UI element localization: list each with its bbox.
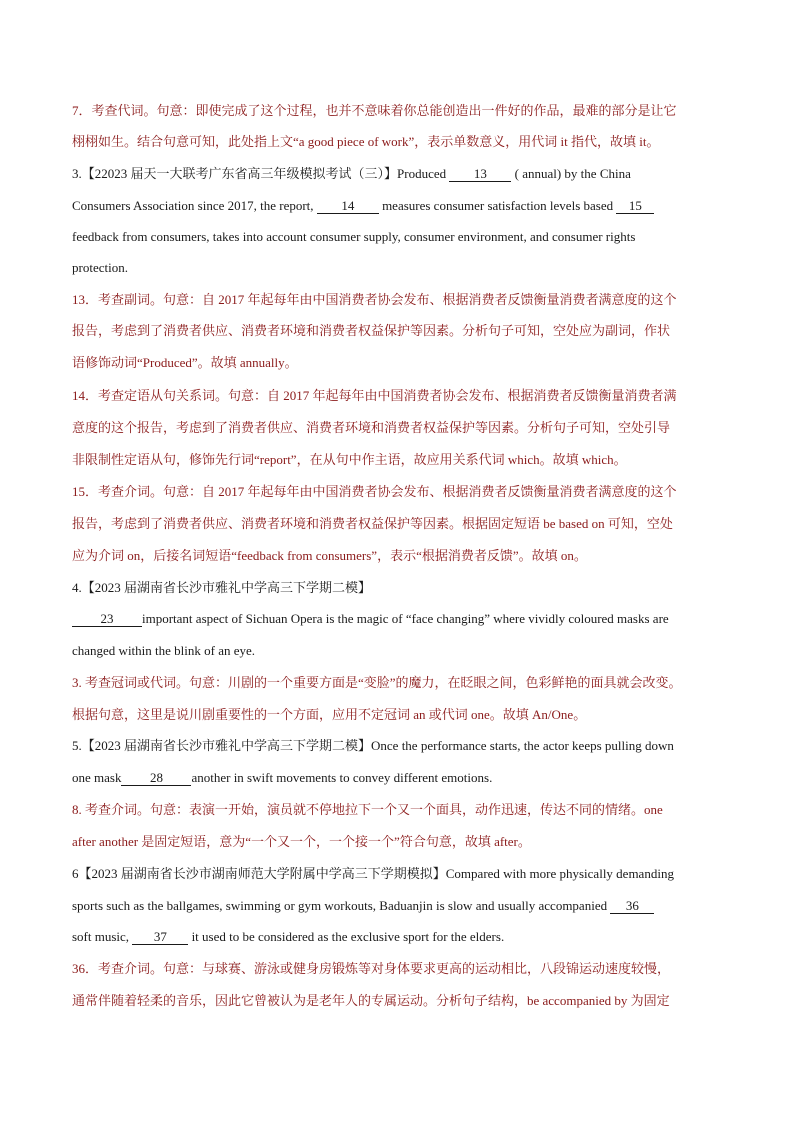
question-4-text: important aspect of Sichuan Opera is the magic of “face changing” where vividly coloured masks are [142,611,669,626]
answer-13-line-2: 报告，考虑到了消费者供应、消费者环境和消费者权益保护等因素。分析句子可知，空处应为副词，作状 [72,323,671,338]
answer-7-line-2: 栩栩如生。结合句意可知，此处指上文“a good piece of work”，表示单数意义，用代词 it 指代，故填 it。 [72,134,660,149]
question-5-line-2 [72,769,492,787]
answer-3-line-2: 根据句意，这里是说川剧重要性的一个方面，应用不定冠词 an 或代词 one。故填 An/One。 [72,707,587,722]
question-3-line-1 [72,165,631,183]
question-6-header: 6【2023 届湖南省长沙市湖南师范大学附属中学高三下学期模拟】 [72,866,446,881]
question-6-line-3 [72,928,504,946]
question-5-line-1 [72,737,674,755]
answer-15-line-2: 报告，考虑到了消费者供应、消费者环境和消费者权益保护等因素。根据固定短语 be based on 可知，空处 [72,516,673,531]
answer-13-line-3: 语修饰动词“Produced”。故填 annually。 [72,355,298,370]
question-5-text: Once the performance starts, the actor keeps pulling down [371,738,674,753]
question-3-text-2b: measures consumer satisfaction levels based [382,198,614,213]
answer-15-line-3: 应为介词 on，后接名词短语“feedback from consumers”，表示“根据消费者反馈”。故填 on。 [72,548,587,563]
answer-3-line-1: 3. 考查冠词或代词。句意：川剧的一个重要方面是“变脸”的魔力，在眨眼之间，色彩鲜艳的面具就会改变。 [72,675,682,690]
question-3-text-hint: ( annual) by the China [514,166,631,181]
question-3-text: Produced [397,166,447,181]
question-6-text-3b: it used to be considered as the exclusive sport for the elders. [191,929,505,944]
answer-8-line-1: 8. 考查介词。句意：表演一开始，演员就不停地拉下一个又一个面具，动作迅速，传达不同的情绪。one [72,802,663,817]
blank-36: 36 [610,898,654,914]
question-3-line-2 [72,197,654,215]
answer-14-line-1: 14．考查定语从句关系词。句意：自 2017 年起每年由中国消费者协会发布、根据消费者反馈衡量消费者满 [72,388,677,403]
question-6-line-1 [72,865,674,883]
question-6-text-3a: soft music, [72,929,130,944]
question-5-text-2b: another in swift movements to convey different emotions. [191,770,493,785]
question-6-text: Compared with more physically demanding [445,866,674,881]
blank-14: 14 [317,198,379,214]
question-3-line-3: feedback from consumers, takes into account consumer supply, consumer environment, and consumer rights [72,229,636,244]
answer-7-line-1: 7．考查代词。句意：即使完成了这个过程，也并不意味着你总能创造出一件好的作品，最难的部分是让它 [72,103,677,118]
question-4-line-1 [72,610,669,628]
answer-36-line-2: 通常伴随着轻柔的音乐，因此它曾被认为是老年人的专属运动。分析句子结构，be accompanied by 为固定 [72,993,670,1008]
answer-8-line-2: after another 是固定短语，意为“一个又一个，一个接一个”符合句意，故填 after。 [72,834,531,849]
question-4-line-2: changed within the blink of an eye. [72,643,256,658]
question-6-line-2 [72,897,654,915]
answer-14-line-3: 非限制性定语从句，修饰先行词“report”，在从句中作主语，故应用关系代词 which。故填 which。 [72,452,627,467]
question-3-header: 3.【22023 届天一大联考广东省高三年级模拟考试（三）】 [72,166,398,181]
answer-36-line-1: 36．考查介词。句意：与球赛、游泳或健身房锻炼等对身体要求更高的运动相比，八段锦运动速度较慢， [72,961,671,976]
blank-37: 37 [132,929,188,945]
blank-28: 28 [121,770,191,786]
question-5-header: 5.【2023 届湖南省长沙市雅礼中学高三下学期二模】 [72,738,372,753]
answer-14-line-2: 意度的这个报告，考虑到了消费者供应、消费者环境和消费者权益保护等因素。分析句子可知，空处引导 [72,420,671,435]
answer-15-line-1: 15．考查介词。句意：自 2017 年起每年由中国消费者协会发布、根据消费者反馈衡量消费者满意度的这个 [72,484,677,499]
blank-23: 23 [72,611,142,627]
question-6-text-2a: sports such as the ballgames, swimming or gym workouts, Baduanjin is slow and usually accompanied [72,898,608,913]
blank-13: 13 [449,166,511,182]
question-3-line-4: protection. [72,260,128,275]
question-5-text-2a: one mask [72,770,122,785]
question-3-text-2a: Consumers Association since 2017, the report, [72,198,314,213]
answer-13-line-1: 13．考查副词。句意：自 2017 年起每年由中国消费者协会发布、根据消费者反馈衡量消费者满意度的这个 [72,292,677,307]
blank-15: 15 [616,198,654,214]
question-4-header: 4.【2023 届湖南省长沙市雅礼中学高三下学期二模】 [72,580,372,595]
